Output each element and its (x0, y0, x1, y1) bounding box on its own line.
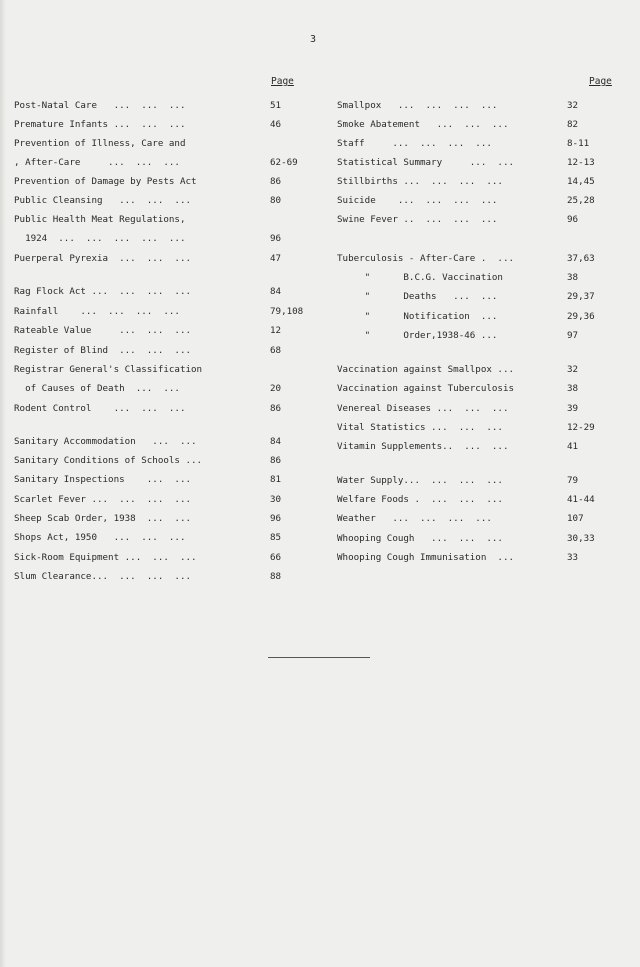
index-entry-text: " Notification ... (337, 311, 498, 322)
index-entry-text: Sick-Room Equipment ... ... ... (14, 552, 197, 563)
index-entry-page: 51 (270, 100, 282, 111)
index-entry-text: Public Cleansing ... ... ... (14, 195, 192, 206)
index-entry-page: 81 (270, 474, 282, 485)
index-entry-text: Smallpox ... ... ... ... (337, 100, 498, 111)
index-entry-text: Smoke Abatement ... ... ... (337, 119, 509, 130)
index-entry-text: Welfare Foods . ... ... ... (337, 494, 503, 505)
index-entry-page: 41 (567, 441, 579, 452)
index-entry-text: Shops Act, 1950 ... ... ... (14, 532, 186, 543)
index-entry-page: 12 (270, 325, 282, 336)
index-entry-text: Tuberculosis - After-Care . ... (337, 253, 515, 264)
index-entry-text: of Causes of Death ... ... (14, 383, 180, 394)
index-entry-page: 107 (567, 513, 584, 524)
index-entry-text: Premature Infants ... ... ... (14, 119, 186, 130)
index-entry-text: Staff ... ... ... ... (337, 138, 492, 149)
index-entry-text: Scarlet Fever ... ... ... ... (14, 494, 192, 505)
index-entry-page: 68 (270, 345, 282, 356)
index-entry-page: 29,36 (567, 311, 595, 322)
index-entry-page: 88 (270, 571, 282, 582)
index-entry-text: Weather ... ... ... ... (337, 513, 492, 524)
index-entry-page: 41-44 (567, 494, 595, 505)
index-entry-page: 32 (567, 364, 579, 375)
index-entry-page: 79 (567, 475, 579, 486)
index-entry-page: 33 (567, 552, 579, 563)
index-entry-page: 86 (270, 403, 282, 414)
index-entry-page: 25,28 (567, 195, 595, 206)
index-entry-text: Venereal Diseases ... ... ... (337, 403, 509, 414)
index-entry-page: 62-69 (270, 157, 298, 168)
index-entry-text: Rainfall ... ... ... ... (14, 306, 180, 317)
index-entry-text: Vaccination against Tuberculosis (337, 383, 515, 394)
index-entry-page: 86 (270, 455, 282, 466)
index-entry-text: Public Health Meat Regulations, (14, 214, 186, 225)
index-entry-text: " Order,1938-46 ... (337, 330, 498, 341)
index-entry-text: Sanitary Accommodation ... ... (14, 436, 197, 447)
index-entry-page: 14,45 (567, 176, 595, 187)
index-entry-text: Puerperal Pyrexia ... ... ... (14, 253, 192, 264)
index-entry-text: " B.C.G. Vaccination (337, 272, 503, 283)
index-entry-page: 30 (270, 494, 282, 505)
index-entry-text: Registrar General's Classification (14, 364, 203, 375)
index-entry-text: Sanitary Inspections ... ... (14, 474, 192, 485)
index-entry-page: 47 (270, 253, 282, 264)
index-entry-text: Sanitary Conditions of Schools ... (14, 455, 203, 466)
index-entry-page: 82 (567, 119, 579, 130)
index-entry-text: Rateable Value ... ... ... (14, 325, 192, 336)
index-entry-page: 84 (270, 286, 282, 297)
index-entry-text: Prevention of Damage by Pests Act (14, 176, 197, 187)
index-entry-text: Water Supply... ... ... ... (337, 475, 503, 486)
index-entry-page: 37,63 (567, 253, 595, 264)
index-entry-page: 32 (567, 100, 579, 111)
index-entry-page: 85 (270, 532, 282, 543)
index-entry-text: Vital Statistics ... ... ... (337, 422, 503, 433)
index-entry-page: 39 (567, 403, 579, 414)
index-entry-page: 66 (270, 552, 282, 563)
index-entry-text: Vaccination against Smallpox ... (337, 364, 515, 375)
page-number: 3 (310, 34, 317, 45)
index-entry-text: Swine Fever .. ... ... ... (337, 214, 498, 225)
index-entry-text: Prevention of Illness, Care and (14, 138, 186, 149)
index-entry-text: Stillbirths ... ... ... ... (337, 176, 503, 187)
index-entry-text: Whooping Cough Immunisation ... (337, 552, 515, 563)
index-entry-text: Whooping Cough ... ... ... (337, 533, 503, 544)
index-entry-page: 84 (270, 436, 282, 447)
index-entry-text: " Deaths ... ... (337, 291, 498, 302)
index-entry-page: 97 (567, 330, 579, 341)
index-entry-text: 1924 ... ... ... ... ... (14, 233, 186, 244)
index-entry-page: 38 (567, 383, 579, 394)
index-entry-text: Slum Clearance... ... ... ... (14, 571, 192, 582)
index-entry-text: Register of Blind ... ... ... (14, 345, 192, 356)
index-entry-text: Vitamin Supplements.. ... ... (337, 441, 509, 452)
index-entry-text: Post-Natal Care ... ... ... (14, 100, 186, 111)
index-entry-page: 79,108 (270, 306, 304, 317)
index-entry-page: 20 (270, 383, 282, 394)
page-edge-shadow (0, 0, 6, 967)
index-entry-text: Sheep Scab Order, 1938 ... ... (14, 513, 192, 524)
index-entry-page: 86 (270, 176, 282, 187)
index-entry-page: 8-11 (567, 138, 590, 149)
index-entry-page: 96 (270, 233, 282, 244)
index-entry-text: Suicide ... ... ... ... (337, 195, 498, 206)
index-entry-text: Statistical Summary ... ... (337, 157, 515, 168)
index-entry-page: 38 (567, 272, 579, 283)
index-entry-page: 96 (567, 214, 579, 225)
index-entry-page: 96 (270, 513, 282, 524)
index-entry-text: Rodent Control ... ... ... (14, 403, 186, 414)
index-entry-page: 80 (270, 195, 282, 206)
index-entry-page: 12-29 (567, 422, 595, 433)
end-rule (268, 657, 370, 658)
page-column-heading: Page (589, 76, 612, 87)
index-entry-page: 30,33 (567, 533, 595, 544)
index-entry-page: 29,37 (567, 291, 595, 302)
index-entry-page: 12-13 (567, 157, 595, 168)
index-entry-text: Rag Flock Act ... ... ... ... (14, 286, 192, 297)
page-column-heading: Page (271, 76, 294, 87)
index-entry-text: , After-Care ... ... ... (14, 157, 180, 168)
index-entry-page: 46 (270, 119, 282, 130)
